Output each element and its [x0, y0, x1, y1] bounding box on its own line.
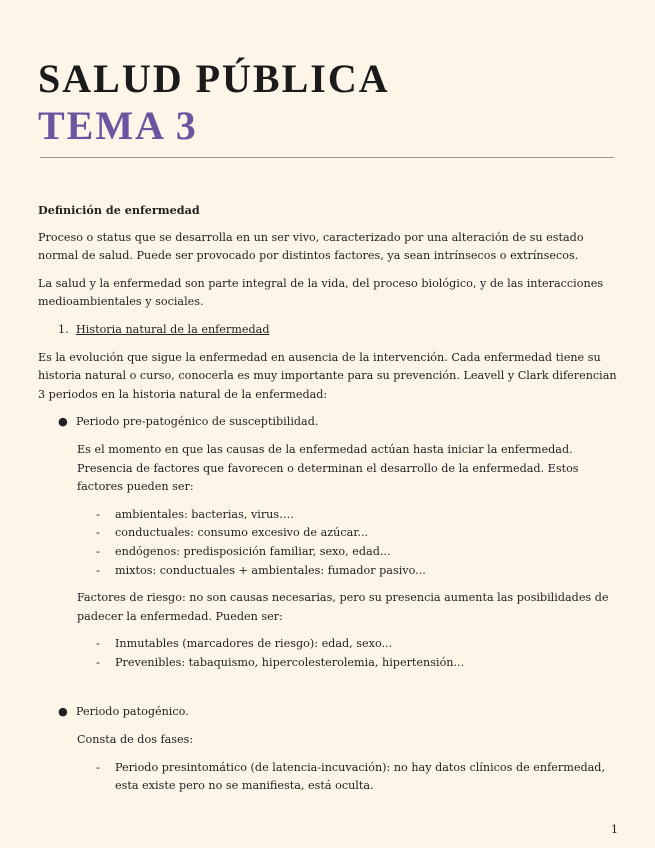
- document-body: [38, 201, 618, 805]
- list-item: [38, 524, 618, 543]
- patogenico-paragraph: Consta de dos fases:: [77, 733, 194, 747]
- list-item-text: Inmutables (marcadores de riesgo): edad, sexo...: [115, 637, 393, 651]
- document-subtitle: TEMA 3: [38, 103, 198, 148]
- historia-paragraph: Es la evolución que sigue la enfermedad en ausencia de la intervención. Cada enfermedad tiene su historia natural o curso, conocerla es muy importante para su prevención. Leavell y Clark diferencian 3 periodos en la historia natural de la enfermedad:: [38, 350, 617, 401]
- dash-icon: -: [96, 563, 100, 577]
- section-heading: Definición de enfermedad: [38, 203, 200, 217]
- dash-icon: -: [96, 526, 100, 540]
- page-number: 1: [611, 823, 618, 836]
- riesgo-list: [38, 635, 618, 672]
- bullet-icon: ●: [58, 415, 68, 429]
- definition-paragraph-1: Proceso o status que se desarrolla en un ser vivo, caracterizado por una alteración de su estado normal de salud. Puede ser provocado por distintos factores, ya sean intrínsecos o extrínsecos.: [38, 230, 584, 263]
- list-item: [38, 562, 618, 581]
- list-item-text: conductuales: consumo excesivo de azúcar...: [115, 526, 369, 540]
- bullet-item-patogenico: [38, 703, 618, 722]
- bullet-icon: ●: [58, 705, 68, 719]
- list-item: [38, 759, 618, 796]
- bullet-label: Periodo pre-patogénico de susceptibilidad.: [76, 415, 319, 429]
- bullet-label: Periodo patogénico.: [76, 705, 189, 719]
- document-title: SALUD PÚBLICA: [38, 56, 390, 101]
- dash-icon: -: [96, 507, 100, 521]
- fases-list: [38, 759, 618, 796]
- list-item: [38, 654, 618, 673]
- bullet-item-prepatogenico: [38, 413, 618, 432]
- blank-space: [38, 681, 618, 703]
- prepatogenico-paragraph: Es el momento en que las causas de la enfermedad actúan hasta iniciar la enfermedad. Presencia de factores que favorecen o determinan el desarrollo de la enfermedad. Estos factores pueden ser:: [77, 442, 579, 494]
- list-item-text: endógenos: predisposición familiar, sexo, edad...: [115, 544, 391, 558]
- dash-icon: -: [96, 637, 100, 651]
- numbered-heading: [38, 321, 618, 340]
- list-item: [38, 635, 618, 654]
- definition-paragraph-2: La salud y la enfermedad son parte integral de la vida, del proceso biológico, y de las interacciones medioambientales y sociales.: [38, 276, 604, 309]
- dash-icon: -: [96, 655, 100, 669]
- dash-icon: -: [96, 544, 100, 558]
- list-item-text: Prevenibles: tabaquismo, hipercolesterolemia, hipertensión...: [115, 655, 465, 669]
- list-item-text: Periodo presintomático (de latencia-incuvación): no hay datos clínicos de enfermedad, esta existe pero no se manifiesta, está oculta.: [115, 760, 606, 793]
- factores-list: [38, 506, 618, 580]
- title-divider: [40, 157, 614, 158]
- list-number: 1.: [58, 322, 69, 336]
- list-item: [38, 506, 618, 525]
- list-item: [38, 543, 618, 562]
- list-item-text: mixtos: conductuales + ambientales: fumador pasivo...: [115, 563, 426, 577]
- list-item-text: ambientales: bacterias, virus….: [115, 507, 294, 521]
- numbered-heading-label: Historia natural de la enfermedad: [76, 322, 270, 336]
- factores-riesgo-paragraph: Factores de riesgo: no son causas necesarias, pero su presencia aumenta las posibilidades de padecer la enfermedad. Pueden ser:: [77, 591, 609, 623]
- dash-icon: -: [96, 760, 100, 774]
